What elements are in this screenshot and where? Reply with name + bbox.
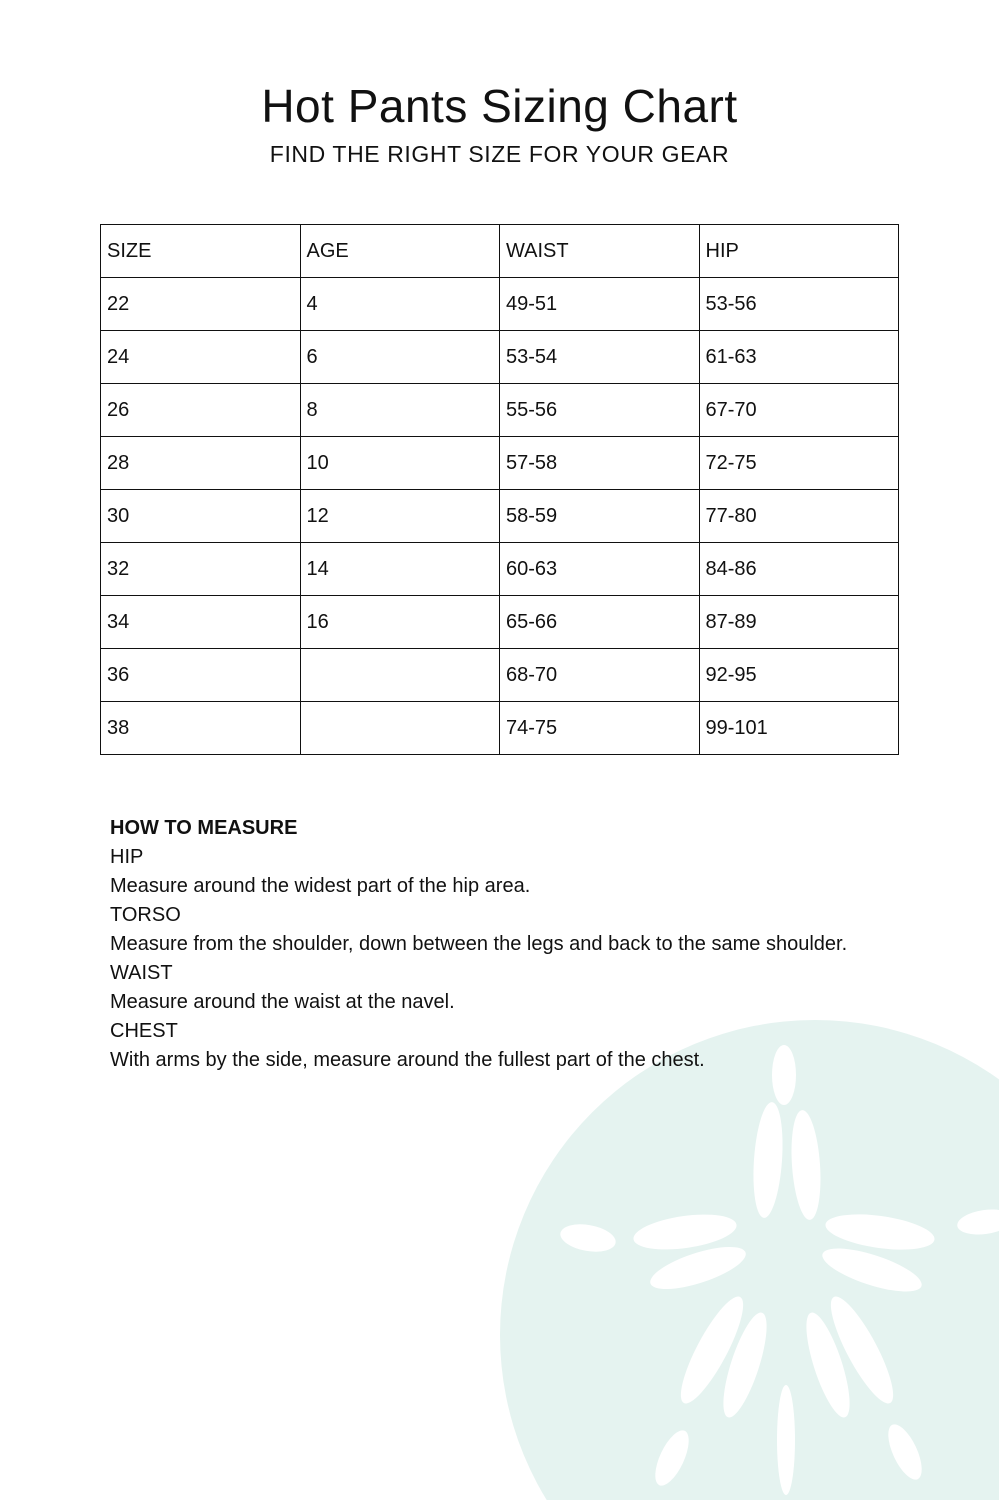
cell-waist: 58-59	[500, 490, 700, 543]
cell-hip: 99-101	[699, 702, 899, 755]
table-row	[101, 278, 899, 331]
table-header-row	[101, 225, 899, 278]
cell-waist: 74-75	[500, 702, 700, 755]
cell-age: 8	[300, 384, 500, 437]
table-row	[101, 649, 899, 702]
header-age: AGE	[300, 225, 500, 278]
cell-waist: 53-54	[500, 331, 700, 384]
cell-age: 10	[300, 437, 500, 490]
measure-text-waist: Measure around the waist at the navel.	[110, 991, 455, 1013]
table-row	[101, 596, 899, 649]
table-row	[101, 543, 899, 596]
cell-hip: 84-86	[699, 543, 899, 596]
cell-hip: 72-75	[699, 437, 899, 490]
measure-text-hip: Measure around the widest part of the hip area.	[110, 875, 531, 897]
measure-text-torso: Measure from the shoulder, down between the legs and back to the same shoulder.	[110, 933, 848, 955]
cell-size: 36	[101, 649, 301, 702]
measure-label-torso: TORSO	[110, 904, 181, 926]
cell-age: 16	[300, 596, 500, 649]
cell-size: 32	[101, 543, 301, 596]
cell-age: 12	[300, 490, 500, 543]
cell-hip: 61-63	[699, 331, 899, 384]
cell-hip: 87-89	[699, 596, 899, 649]
header-waist: WAIST	[500, 225, 700, 278]
table-row	[101, 437, 899, 490]
cell-waist: 60-63	[500, 543, 700, 596]
cell-age: 14	[300, 543, 500, 596]
sand-dollar-watermark	[500, 1000, 999, 1500]
cell-age	[300, 702, 500, 755]
page-subtitle: FIND THE RIGHT SIZE FOR YOUR GEAR	[269, 141, 730, 167]
header-hip: HIP	[699, 225, 899, 278]
page-title: Hot Pants Sizing Chart	[261, 80, 738, 132]
cell-age: 4	[300, 278, 500, 331]
cell-age	[300, 649, 500, 702]
cell-size: 30	[101, 490, 301, 543]
cell-size: 34	[101, 596, 301, 649]
cell-hip: 92-95	[699, 649, 899, 702]
cell-size: 26	[101, 384, 301, 437]
cell-size: 22	[101, 278, 301, 331]
table-row	[101, 490, 899, 543]
measure-text-chest: With arms by the side, measure around the fullest part of the chest.	[110, 1049, 705, 1071]
table-row	[101, 331, 899, 384]
sizing-table	[100, 224, 899, 755]
header-size: SIZE	[101, 225, 301, 278]
table-row	[101, 384, 899, 437]
cell-waist: 68-70	[500, 649, 700, 702]
cell-size: 24	[101, 331, 301, 384]
measure-label-waist: WAIST	[110, 962, 173, 984]
how-to-measure-heading: HOW TO MEASURE	[110, 817, 298, 839]
measure-label-chest: CHEST	[110, 1020, 178, 1042]
cell-age: 6	[300, 331, 500, 384]
how-to-measure-section	[110, 814, 970, 1075]
cell-hip: 53-56	[699, 278, 899, 331]
cell-hip: 77-80	[699, 490, 899, 543]
cell-size: 38	[101, 702, 301, 755]
cell-waist: 49-51	[500, 278, 700, 331]
measure-label-hip: HIP	[110, 846, 144, 868]
cell-hip: 67-70	[699, 384, 899, 437]
cell-size: 28	[101, 437, 301, 490]
cell-waist: 55-56	[500, 384, 700, 437]
cell-waist: 57-58	[500, 437, 700, 490]
table-row	[101, 702, 899, 755]
cell-waist: 65-66	[500, 596, 700, 649]
